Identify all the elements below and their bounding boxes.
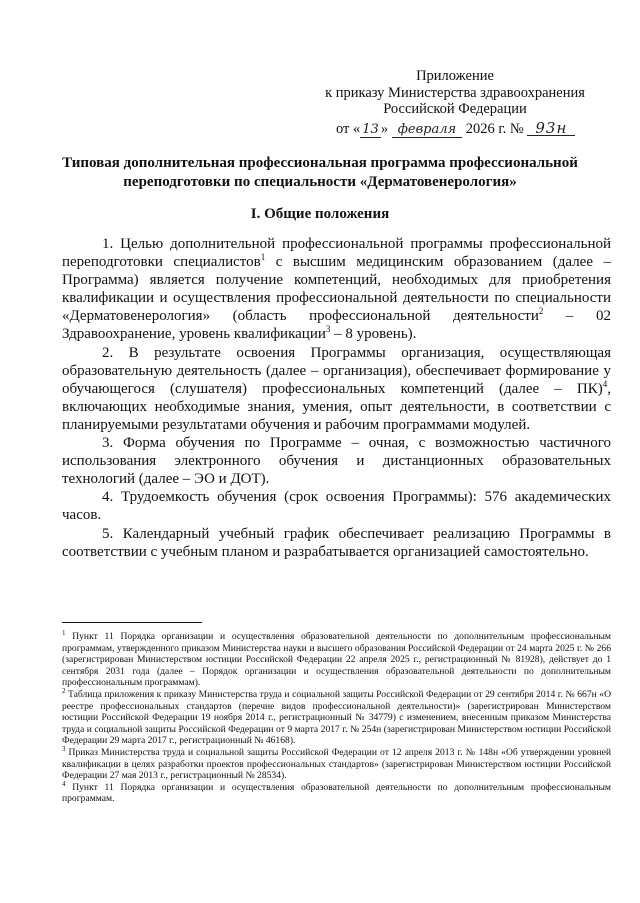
footnote-divider <box>62 622 202 623</box>
footnote-text: Пункт 11 Порядка организации и осуществления образовательной деятельности по дополнительным профессиональным программам, утвержденного приказом Министерства науки и высшего образования Российской Федерации от 24 марта 2025 г. № 266 (зарегистрирован Министерством юстиции Российской Федерации 22 апреля 2025 г., регистрационный № 81928), действует до 1 сентября 2031 года (далее – Порядок организации и осуществления образовательной деятельности по дополнительным профессиональным программам). <box>62 631 611 689</box>
paragraph-2-text-a: 2. В результате освоения Программы организация, осуществляющая образовательную деятельность (далее – организация), обеспечивает формирование у обучающегося (слушателя) профессиональных компетенций (далее – ПК) <box>62 344 611 397</box>
paragraph-1-text-b: с высшим медицинским образованием (далее – Программа) является получение компетенций, необходимых для приобретения квалификации и осуществления профессиональной деятельности по специальности «Дерматовенерология» (область профессиональной деятельности <box>62 254 611 325</box>
annex-header <box>300 68 610 118</box>
paragraph-3: 3. Форма обучения по Программе – очная, с возможностью частичного использования электронного обучения и дистанционных образовательных технологий (далее – ЭО и ДОТ). <box>62 435 611 488</box>
paragraph-5: 5. Календарный учебный график обеспечивает реализацию Программы в соответствии с учебным планом и разрабатывается организацией самостоятельно. <box>62 525 611 560</box>
footnotes <box>62 628 611 805</box>
paragraph-1-text-c: – 02 Здравоохранение, уровень квалификации <box>62 308 611 343</box>
order-date-line <box>336 121 626 138</box>
footnote-2 <box>62 686 611 747</box>
footnote-text: Таблица приложения к приказу Министерства труда и социальной защиты Российской Федерации от 29 сентября 2014 г. № 667н «О реестре профессиональных стандартов (перечне видов профессиональной деятельности)» (зарегистрирован Министерством юстиции Российской Федерации 19 ноября 2014 г., регистрационный № 34779) с изменением, внесенным приказом Министерства труда и социальной защиты Российской Федерации от 9 марта 2017 г. № 254н (зарегистрирован Министерством юстиции Российской Федерации 29 марта 2017 г., регистрационный № 46168). <box>62 688 611 747</box>
footnote-ref-4: 4 <box>602 378 608 389</box>
footnote-ref-2: 2 <box>538 306 544 317</box>
document-body <box>62 235 611 561</box>
date-mid: » <box>380 121 392 137</box>
footnote-ref-3: 3 <box>325 324 331 335</box>
annex-label: Приложение <box>416 68 494 84</box>
paragraph-1 <box>62 235 611 344</box>
footnote-text: Пункт 11 Порядка организации и осуществления образовательной деятельности по дополнительным профессиональным программам. <box>62 781 611 805</box>
footnote-mark: 4 <box>62 779 66 788</box>
footnote-4 <box>62 779 611 805</box>
footnote-mark: 1 <box>62 628 66 637</box>
footnote-1 <box>62 628 611 689</box>
handwritten-month: февраля <box>392 123 462 138</box>
footnote-mark: 3 <box>62 744 66 753</box>
paragraph-1-text-d: – 8 уровень). <box>330 326 417 343</box>
handwritten-order-number: 93н <box>527 121 575 136</box>
paragraph-2 <box>62 344 611 434</box>
paragraph-1-text-a: 1. Целью дополнительной профессиональной программы профессиональной переподготовки специалистов <box>62 236 611 271</box>
paragraph-4: 4. Трудоемкость обучения (срок освоения Программы): 576 академических часов. <box>62 489 611 524</box>
footnote-text: Приказ Министерства труда и социальной защиты Российской Федерации от 12 апреля 2013 г. № 148н «Об утверждении уровней квалификации в целях разработки проектов профессиональных стандартов» (зарегистрирован Министерством юстиции Российской Федерации 27 мая 2013 г., регистрационный № 28534). <box>62 746 611 782</box>
paragraph-2-text-b: , включающих необходимые знания, умения, опыт деятельности, в соответствии с планируемыми результатами обучения и рабочим программами модулей. <box>62 380 611 433</box>
annex-ministry-line: Российской Федерации <box>383 101 527 117</box>
document-title: Типовая дополнительная профессиональная программа профессиональной переподготовки по специальности «Дерматовенерология» <box>62 155 578 190</box>
section-heading: I. Общие положения <box>250 206 390 222</box>
date-prefix: от « <box>336 121 361 137</box>
date-year: 2026 г. № <box>462 121 528 137</box>
footnote-3 <box>62 744 611 782</box>
footnote-ref-1: 1 <box>260 252 266 263</box>
handwritten-day: 13 <box>362 122 379 137</box>
annex-order-line: к приказу Министерства здравоохранения <box>325 84 585 101</box>
footnote-mark: 2 <box>62 686 66 695</box>
